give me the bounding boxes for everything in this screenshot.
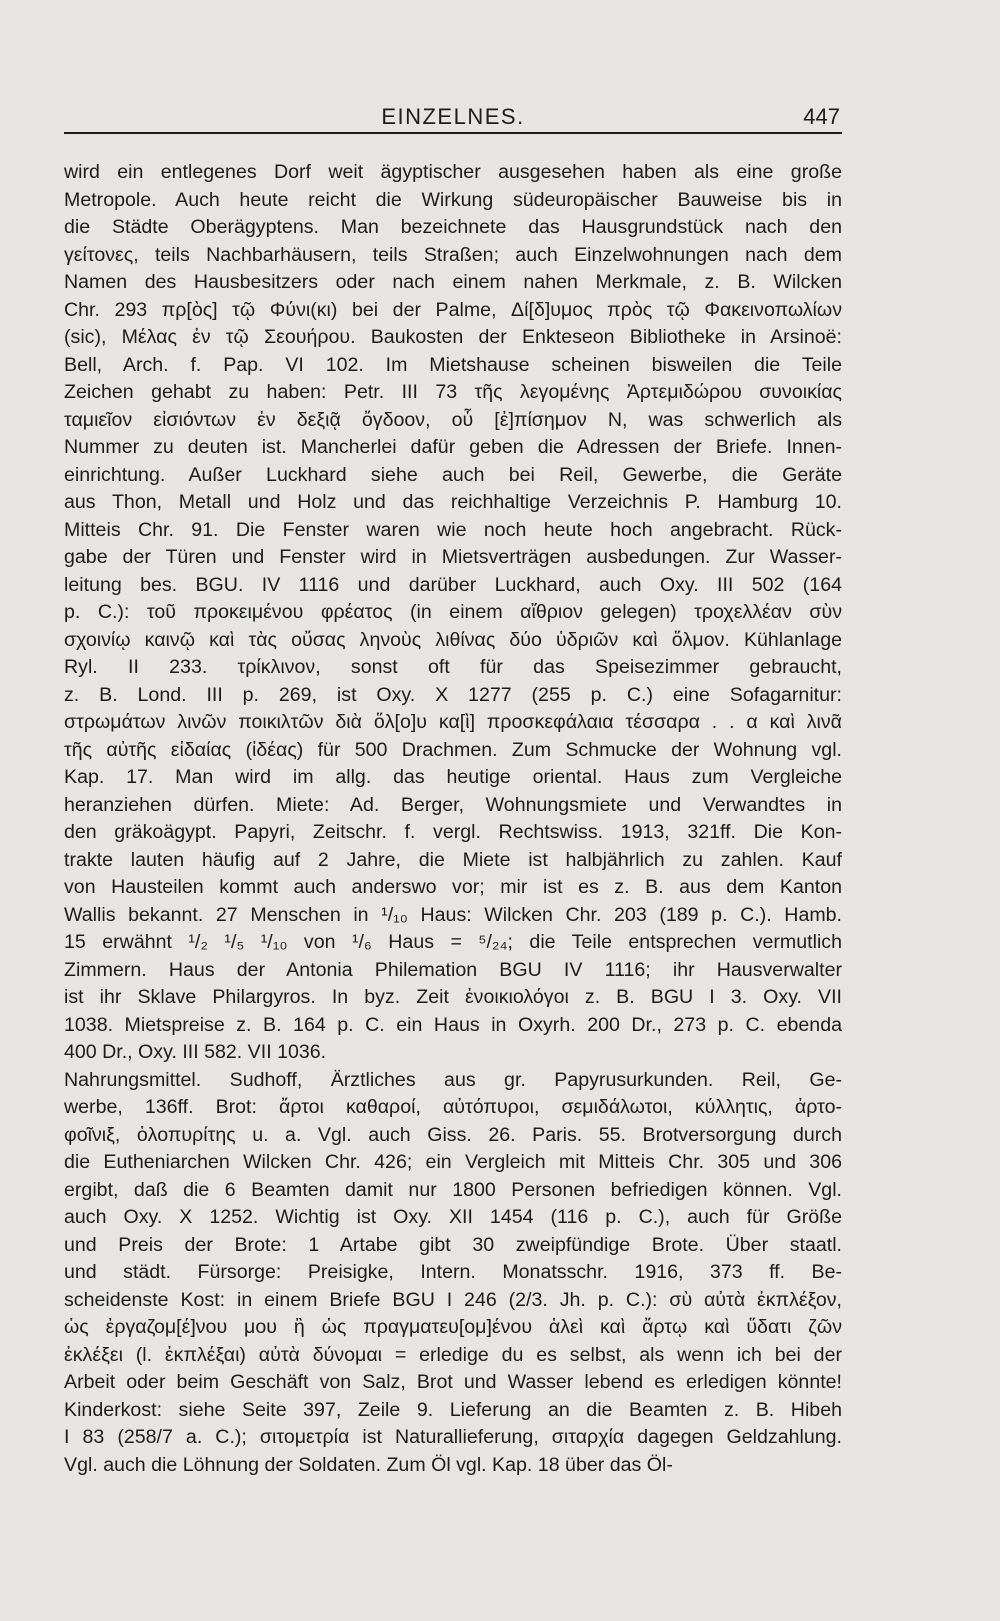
text-line: Mitteis Chr. 91. Die Fenster waren wie noch heute hoch angebracht. Rück- — [64, 518, 842, 541]
text-line: Kinderkost: siehe Seite 397, Zeile 9. Lieferung an die Beamten z. B. Hibeh — [64, 1398, 842, 1421]
text-line: aus Thon, Metall und Holz und das reichhaltige Verzeichnis P. Hamburg 10. — [64, 491, 842, 513]
text-line: heranziehen dürfen. Miete: Ad. Berger, Wohnungsmiete und Verwandtes in — [64, 793, 842, 816]
text-line: die Städte Oberägyptens. Man bezeichnete das Hausgrundstück nach den — [64, 216, 842, 238]
text-line: Arbeit oder beim Geschäft von Salz, Brot und Wasser lebend es erledigen könnte! — [64, 1371, 842, 1393]
text-line: p. C.): τοῦ προκειμένου φρέατος (in einem αἴθριον gelegen) τροχελλέαν σὺν — [64, 601, 842, 623]
text-line: γείτονες, teils Nachbarhäusern, teils Straßen; auch Einzelwohnungen nach dem — [64, 243, 842, 266]
text-line: φοῖνιξ, ὁλοπυρίτης u. a. Vgl. auch Giss. 26. Paris. 55. Brotversorgung durch — [64, 1123, 842, 1146]
text-line: die Eutheniarchen Wilcken Chr. 426; ein Vergleich mit Mitteis Chr. 305 und 306 — [64, 1151, 842, 1173]
text-line: ταμιεῖον εἰσιόντων ἐν δεξιᾷ ὄγδοον, οὗ [ἐ]πίσημον N, was schwerlich als — [64, 408, 842, 431]
text-line: (sic), Μέλας ἐν τῷ Σεουήρου. Baukosten der Enkteseon Bibliotheke in Arsinoë: — [64, 326, 842, 348]
header-rule — [64, 132, 842, 134]
running-head: EINZELNES. — [381, 104, 525, 129]
text-line: Wallis bekannt. 27 Menschen in ¹/₁₀ Haus: Wilcken Chr. 203 (189 p. C.). Hamb. — [64, 903, 842, 926]
text-line: σχοινίῳ καινῷ καὶ τὰς οὔσας ληνοὺς λιθίνας δύο ὑδριῶν καὶ ὅλμον. Kühlanlage — [64, 628, 842, 651]
text-line: und städt. Fürsorge: Preisigke, Intern. Monatsschr. 1916, 373 ff. Be- — [64, 1261, 842, 1283]
text-line: Vgl. auch die Löhnung der Soldaten. Zum Öl vgl. Kap. 18 über das Öl- — [64, 1453, 673, 1476]
body-text — [64, 159, 842, 1479]
text-line: Ryl. II 233. τρίκλινον, sonst oft für das Speisezimmer gebraucht, — [64, 656, 842, 678]
text-line: auch Oxy. X 1252. Wichtig ist Oxy. XII 1454 (116 p. C.), auch für Größe — [64, 1206, 842, 1228]
page-number: 447 — [803, 104, 840, 129]
text-line: gabe der Türen und Fenster wird in Mietsverträgen ausbedungen. Zur Wasser- — [64, 546, 842, 568]
text-line: ergibt, daß die 6 Beamten damit nur 1800 Personen befriedigen können. Vgl. — [64, 1178, 842, 1201]
text-line: 1038. Mietspreise z. B. 164 p. C. ein Haus in Oxyrh. 200 Dr., 273 p. C. ebenda — [64, 1013, 842, 1036]
text-line: scheidenste Kost: in einem Briefe BGU I 246 (2/3. Jh. p. C.): σὺ αὐτὰ ἐκπλέξον, — [64, 1288, 842, 1311]
text-line: Bell, Arch. f. Pap. VI 102. Im Mietshause scheinen bisweilen die Teile — [64, 353, 842, 376]
text-line: und Preis der Brote: 1 Artabe gibt 30 zweipfündige Brote. Über staatl. — [64, 1233, 842, 1256]
text-line: von Hausteilen kommt auch anderswo vor; mir ist es z. B. aus dem Kanton — [64, 876, 842, 898]
text-line: wird ein entlegenes Dorf weit ägyptischer ausgesehen haben als eine große — [64, 161, 842, 183]
text-line: Zeichen gehabt zu haben: Petr. III 73 τῆς λεγομένης Ἀρτεμιδώρου συνοικίας — [64, 381, 842, 403]
text-line: leitung bes. BGU. IV 1116 und darüber Luckhard, auch Oxy. III 502 (164 — [64, 573, 842, 596]
page-header — [64, 100, 842, 132]
text-line: trakte lauten häufig auf 2 Jahre, die Miete ist halbjährlich zu zahlen. Kauf — [64, 848, 842, 871]
text-line: den gräkoägypt. Papyri, Zeitschr. f. vergl. Rechtswiss. 1913, 321ff. Die Kon- — [64, 821, 842, 843]
text-line: z. B. Lond. III p. 269, ist Oxy. X 1277 (255 p. C.) eine Sofagarnitur: — [64, 683, 842, 706]
text-line: Nummer zu deuten ist. Mancherlei dafür geben die Adressen der Briefe. Innen- — [64, 436, 842, 458]
text-line: Chr. 293 πρ[ὸς] τῷ Φύνι(κι) bei der Palme, Δί[δ]υμος πρὸς τῷ Φακεινοπωλίων — [64, 298, 842, 321]
text-line: Metropole. Auch heute reicht die Wirkung südeuropäischer Bauweise bis in — [64, 188, 842, 211]
text-line: ὡς ἐργαζομ[έ]νου μου ἢ ὡς πραγματευ[ομ]ένου ἁλεὶ καὶ ἄρτῳ καὶ ὕδατι ζῶν — [64, 1316, 842, 1338]
text-line: werbe, 136ff. Brot: ἄρτοι καθαροί, αὐτόπυροι, σεμιδάλωτοι, κύλλητις, ἀρτο- — [64, 1096, 842, 1118]
text-line: 400 Dr., Oxy. III 582. VII 1036. — [64, 1041, 327, 1063]
text-line: 15 erwähnt ¹/₂ ¹/₅ ¹/₁₀ von ¹/₆ Haus = ⁵/₂₄; die Teile entsprechen vermutlich — [64, 931, 842, 953]
text-line: Zimmern. Haus der Antonia Philemation BGU IV 1116; ihr Hausverwalter — [64, 958, 842, 981]
text-line: einrichtung. Außer Luckhard siehe auch bei Reil, Gewerbe, die Geräte — [64, 463, 842, 486]
text-line: I 83 (258/7 a. C.); σιτομετρία ist Naturallieferung, σιταρχία dagegen Geldzahlung. — [64, 1426, 842, 1448]
text-line: Kap. 17. Man wird im allg. das heutige oriental. Haus zum Vergleiche — [64, 766, 842, 788]
text-line: ἐκλέξει (l. ἐκπλέξαι) αὐτὰ δύνομαι = erledige du es selbst, als wenn ich bei der — [64, 1343, 842, 1366]
text-line: Namen des Hausbesitzers oder nach einem nahen Merkmale, z. B. Wilcken — [64, 271, 842, 293]
text-line: στρωμάτων λινῶν ποικιλτῶν διὰ ὅλ[ο]υ κα[ὶ] προσκεφάλαια τέσσαρα . . α καὶ λινᾶ — [64, 711, 842, 733]
text-line: ist ihr Sklave Philargyros. In byz. Zeit ἐνοικιολόγοι z. B. BGU I 3. Oxy. VII — [64, 986, 842, 1008]
text-line: τῆς αὐτῆς εἰδαίας (ἰδέας) für 500 Drachmen. Zum Schmucke der Wohnung vgl. — [64, 738, 842, 761]
text-line: Nahrungsmittel. Sudhoff, Ärztliches aus gr. Papyrusurkunden. Reil, Ge- — [64, 1068, 842, 1091]
